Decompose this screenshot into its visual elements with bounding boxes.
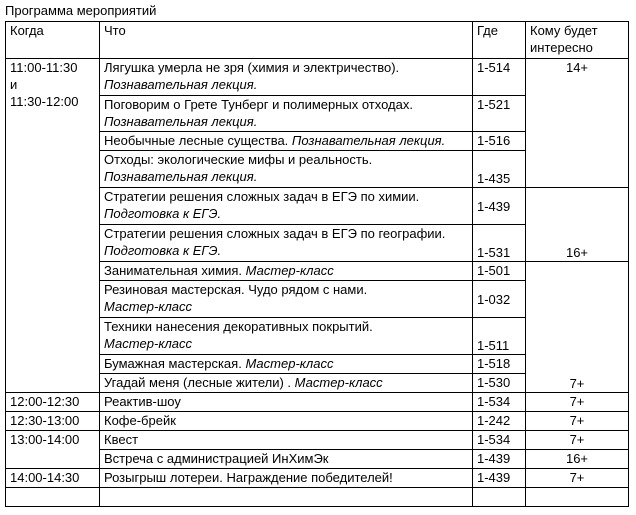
table-row <box>6 412 629 431</box>
room-cell: 1-511 <box>473 318 526 355</box>
room-cell: 1-032 <box>473 281 526 318</box>
room-cell: 1-534 <box>473 431 526 450</box>
column-header-what: Что <box>100 22 473 59</box>
event-cell <box>100 151 473 188</box>
audience-cell: 7+ <box>526 262 629 393</box>
time-line-1: 11:00-11:30 <box>10 60 78 75</box>
audience-cell: 7+ <box>526 469 629 488</box>
event-title: Стратегии решения сложных задач в ЕГЭ по химии. <box>104 189 420 204</box>
event-cell <box>100 59 473 96</box>
table-row <box>6 450 629 469</box>
audience-cell: 16+ <box>526 450 629 469</box>
room-cell: 1-435 <box>473 151 526 188</box>
table-row <box>6 262 629 281</box>
time-cell: 14:00-14:30 <box>6 469 100 488</box>
event-cell: Встреча с администрацией ИнХимЭк <box>100 450 473 469</box>
column-header-audience <box>526 22 629 59</box>
table-row <box>6 393 629 412</box>
event-type: Подготовка к ЕГЭ. <box>104 206 222 221</box>
room-cell: 1-439 <box>473 188 526 225</box>
time-cell <box>6 59 100 393</box>
event-title: Резиновая мастерская. Чудо рядом с нами. <box>104 282 368 297</box>
room-cell: 1-514 <box>473 59 526 96</box>
schedule-table <box>5 21 629 507</box>
room-cell: 1-516 <box>473 132 526 151</box>
event-title: Лягушка умерла не зря (химия и электричество). <box>104 60 400 75</box>
event-cell <box>100 318 473 355</box>
empty-cell <box>100 488 473 507</box>
event-cell: Реактив-шоу <box>100 393 473 412</box>
column-header-audience-line-1: Кому будет <box>530 23 598 38</box>
empty-cell <box>6 488 100 507</box>
event-title: Бумажная мастерская. <box>104 356 242 371</box>
event-title: Отходы: экологические мифы и реальность. <box>104 152 373 167</box>
room-cell: 1-501 <box>473 262 526 281</box>
room-cell: 1-531 <box>473 225 526 262</box>
event-cell: Розыгрыш лотереи. Награждение победителей! <box>100 469 473 488</box>
event-type: Мастер-класс <box>245 263 334 278</box>
table-row <box>6 59 629 96</box>
room-cell: 1-439 <box>473 450 526 469</box>
table-row <box>6 469 629 488</box>
table-row <box>6 431 629 450</box>
room-cell: 1-439 <box>473 469 526 488</box>
event-cell: Кофе-брейк <box>100 412 473 431</box>
event-cell <box>100 132 473 151</box>
time-line-2: и <box>10 77 18 92</box>
empty-cell <box>526 488 629 507</box>
event-title: Техники нанесения декоративных покрытий. <box>104 319 373 334</box>
event-cell <box>100 355 473 374</box>
event-type: Мастер-класс <box>294 375 383 390</box>
event-cell: Квест <box>100 431 473 450</box>
event-title: Необычные лесные существа. <box>104 133 289 148</box>
audience-cell: 14+ <box>526 59 629 188</box>
event-title: Стратегии решения сложных задач в ЕГЭ по географии. <box>104 226 446 241</box>
room-cell: 1-521 <box>473 96 526 132</box>
column-header-when: Когда <box>6 22 100 59</box>
room-cell: 1-242 <box>473 412 526 431</box>
table-row <box>6 188 629 225</box>
audience-cell: 7+ <box>526 393 629 412</box>
event-cell <box>100 374 473 393</box>
page-title: Программа мероприятий <box>5 3 157 18</box>
audience-cell: 16+ <box>526 188 629 262</box>
event-title: Занимательная химия. <box>104 263 243 278</box>
event-cell <box>100 188 473 225</box>
time-cell: 12:30-13:00 <box>6 412 100 431</box>
event-type: Мастер-класс <box>104 336 193 351</box>
audience-cell: 7+ <box>526 412 629 431</box>
event-title: Поговорим о Грете Тунберг и полимерных отходах. <box>104 97 413 112</box>
time-cell: 12:00-12:30 <box>6 393 100 412</box>
time-line-3: 11:30-12:00 <box>10 94 79 109</box>
time-cell: 13:00-14:00 <box>6 431 100 469</box>
column-header-audience-line-2: интересно <box>530 40 593 55</box>
event-type: Познавательная лекция. <box>291 133 446 148</box>
event-type: Мастер-класс <box>104 299 193 314</box>
event-cell <box>100 225 473 262</box>
column-header-where: Где <box>473 22 526 59</box>
event-cell <box>100 96 473 132</box>
table-header-row <box>6 22 629 59</box>
empty-row <box>6 488 629 507</box>
event-type: Познавательная лекция. <box>104 77 258 92</box>
audience-cell: 7+ <box>526 431 629 450</box>
event-type: Мастер-класс <box>245 356 334 371</box>
room-cell: 1-530 <box>473 374 526 393</box>
event-type: Познавательная лекция. <box>104 169 258 184</box>
event-cell <box>100 281 473 318</box>
empty-cell <box>473 488 526 507</box>
event-cell <box>100 262 473 281</box>
event-type: Познавательная лекция. <box>104 114 258 129</box>
room-cell: 1-534 <box>473 393 526 412</box>
event-title: Угадай меня (лесные жители) . <box>104 375 292 390</box>
room-cell: 1-518 <box>473 355 526 374</box>
event-type: Подготовка к ЕГЭ. <box>104 243 222 258</box>
